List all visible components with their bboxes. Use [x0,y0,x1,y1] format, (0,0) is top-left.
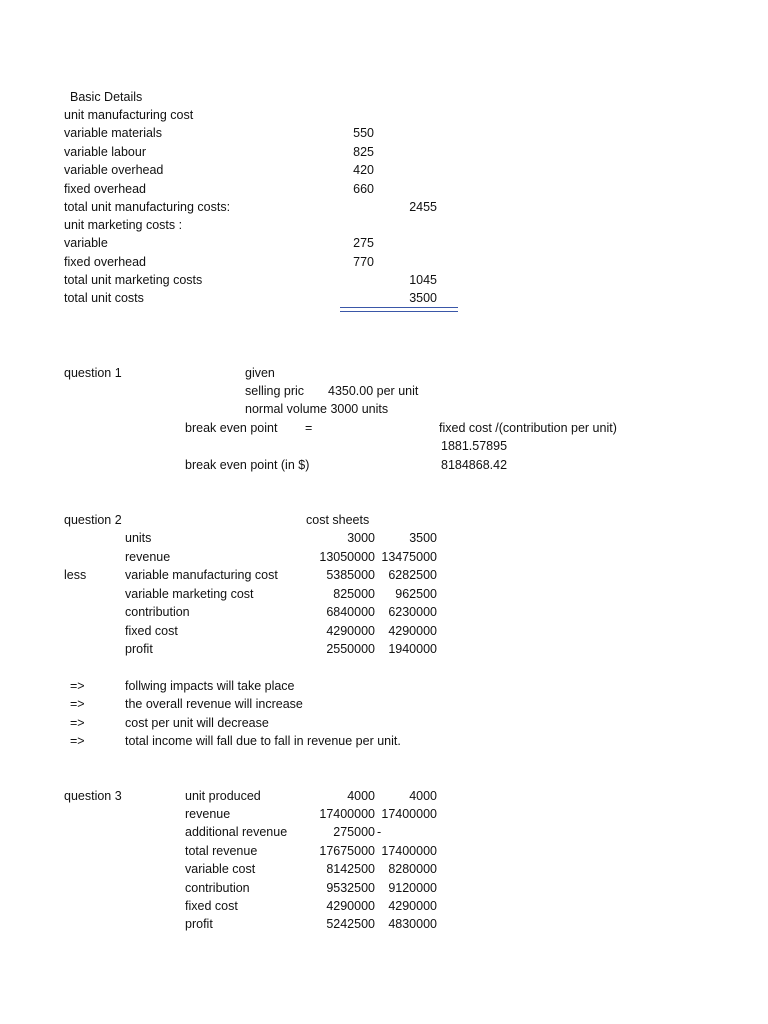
equals-sign: = [305,421,313,435]
break-even-dollar-value: 8184868.42 [441,458,508,472]
basic-details-heading: Basic Details [70,90,143,104]
cost-sheet-value-a: 6840000 [326,605,375,619]
item-value: 825 [353,145,374,159]
q3-value-b: 17400000 [381,844,437,858]
cost-sheet-value-a: 825000 [333,587,375,601]
total-mfg-label: total unit manufacturing costs: [64,200,231,214]
q3-value-a: 17675000 [319,844,375,858]
total-unit-value: 3500 [409,291,437,305]
item-value: 420 [353,163,374,177]
cost-sheet-value-b: 13475000 [381,550,437,564]
cost-sheet-value-b: 1940000 [388,642,437,656]
marketing-item-value: 770 [353,255,374,269]
item-value: 660 [353,182,374,196]
total-marketing-value: 1045 [409,273,437,287]
cost-sheet-value-a: 13050000 [319,550,375,564]
cost-sheet-row-label: fixed cost [125,624,178,638]
arrow-marker: => [70,716,85,730]
cost-sheets-heading: cost sheets [306,513,370,527]
break-even-label: break even point [185,421,278,435]
cost-sheet-row-label: units [125,531,152,545]
q3-value-a: 8142500 [326,862,375,876]
q3-value-a: 4290000 [326,899,375,913]
bep-value: 1881.57895 [441,439,508,453]
q3-value-a: 17400000 [319,807,375,821]
q3-value-a: 275000 [333,825,375,839]
q3-row-label: profit [185,917,213,931]
impact-note: total income will fall due to fall in revenue per unit. [125,734,401,748]
cost-sheet-value-a: 4290000 [326,624,375,638]
q3-value-b: 8280000 [388,862,437,876]
selling-price-label: selling pric [245,384,305,398]
break-even-dollar-label: break even point (in $) [185,458,310,472]
unit-manufacturing-heading: unit manufacturing cost [64,108,194,122]
bep-formula: fixed cost /(contribution per unit) [439,421,617,435]
cost-sheet-row-label: revenue [125,550,171,564]
q3-value-a: 5242500 [326,917,375,931]
cost-sheet-value-a: 3000 [347,531,375,545]
q3-row-label: unit produced [185,789,261,803]
marketing-heading: unit marketing costs : [64,218,183,232]
double-underline-top [340,307,458,308]
q3-row-label: contribution [185,881,250,895]
selling-price-value: 4350.00 per unit [328,384,419,398]
q3-row-label: fixed cost [185,899,238,913]
cost-sheet-value-b: 6230000 [388,605,437,619]
cost-sheet-row-label: contribution [125,605,190,619]
question-3-label: question 3 [64,789,122,803]
q3-value-a: 9532500 [326,881,375,895]
item-label: variable materials [64,126,162,140]
cost-sheet-value-b: 3500 [409,531,437,545]
question-1-label: question 1 [64,366,122,380]
impact-note: follwing impacts will take place [125,679,295,693]
cost-sheet-value-a: 2550000 [326,642,375,656]
cost-sheet-row-label: variable marketing cost [125,587,254,601]
q3-row-label: variable cost [185,862,256,876]
impact-note: the overall revenue will increase [125,697,303,711]
q3-row-label: additional revenue [185,825,288,839]
q3-value-b: 17400000 [381,807,437,821]
arrow-marker: => [70,679,85,693]
marketing-item-label: variable [64,236,108,250]
q3-value-b: 4000 [409,789,437,803]
impact-note: cost per unit will decrease [125,716,269,730]
q3-row-label: total revenue [185,844,258,858]
total-mfg-value: 2455 [409,200,437,214]
cost-sheet-value-a: 5385000 [326,568,375,582]
question-2-label: question 2 [64,513,122,527]
marketing-item-label: fixed overhead [64,255,147,269]
given-label: given [245,366,275,380]
q3-value-a: 4000 [347,789,375,803]
arrow-marker: => [70,697,85,711]
q3-value-b: - [377,825,382,839]
q3-value-b: 4830000 [388,917,437,931]
item-value: 550 [353,126,374,140]
q3-value-b: 4290000 [388,899,437,913]
item-label: variable labour [64,145,146,159]
arrow-marker: => [70,734,85,748]
marketing-item-value: 275 [353,236,374,250]
item-label: fixed overhead [64,182,147,196]
double-underline-bottom [340,311,458,312]
less-label: less [64,568,87,582]
cost-sheet-row-label: variable manufacturing cost [125,568,278,582]
total-marketing-label: total unit marketing costs [64,273,203,287]
total-unit-label: total unit costs [64,291,144,305]
cost-sheet-value-b: 4290000 [388,624,437,638]
normal-volume: normal volume 3000 units [245,402,389,416]
cost-sheet-value-b: 962500 [395,587,437,601]
q3-value-b: 9120000 [388,881,437,895]
q3-row-label: revenue [185,807,231,821]
cost-sheet-value-b: 6282500 [388,568,437,582]
cost-sheet-row-label: profit [125,642,153,656]
item-label: variable overhead [64,163,164,177]
